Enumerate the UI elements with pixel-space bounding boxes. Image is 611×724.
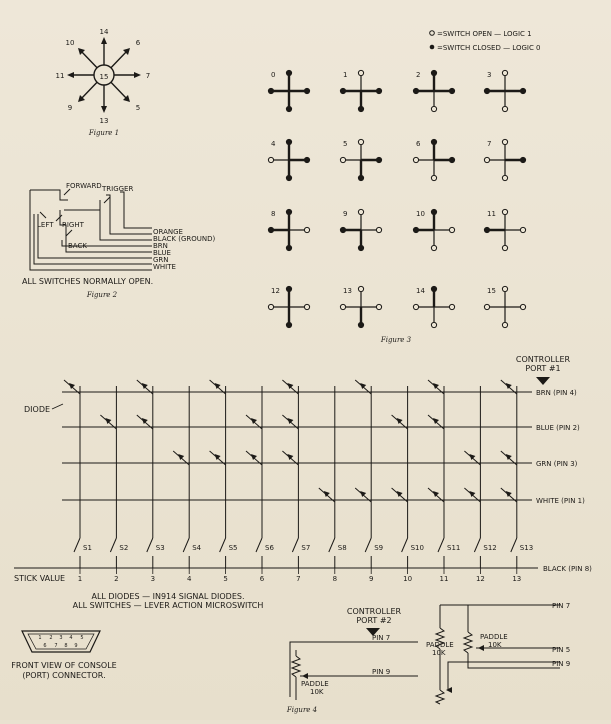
switch-label: S12 <box>483 544 497 552</box>
stick-value: 4 <box>186 575 192 583</box>
open-circle-d <box>502 245 507 250</box>
diode-icon <box>105 418 111 424</box>
switch-label: S13 <box>519 544 534 552</box>
port2-label-1: CONTROLLER <box>346 607 402 616</box>
open-circle-l <box>340 157 345 162</box>
switch-contact <box>438 538 444 552</box>
diode-icon <box>142 383 148 389</box>
open-circle-r <box>304 304 309 309</box>
port1-label-1: CONTROLLER <box>515 355 571 364</box>
open-circle-l <box>413 304 418 309</box>
fig1-label-s: 13 <box>99 117 109 125</box>
open-circle-u <box>358 70 363 75</box>
fig2-left: LEFT <box>37 221 54 229</box>
state-label: 11 <box>487 210 496 218</box>
switch-label: S9 <box>374 544 384 552</box>
fig1-label-n: 14 <box>99 28 109 36</box>
stick-value: 9 <box>368 575 374 583</box>
wire-label: WHITE (PIN 1) <box>536 497 585 505</box>
matrix-column-10 <box>392 386 424 583</box>
closed-dot-d <box>358 245 363 250</box>
connector-pin-6: 6 <box>43 643 47 649</box>
black-line-label: BLACK (PIN 8) <box>543 565 592 573</box>
switch-label: S10 <box>410 544 424 552</box>
fig2-trigger: TRIGGER <box>102 185 134 193</box>
fig1-label-w: 11 <box>55 72 65 80</box>
switch-state-14 <box>413 286 454 327</box>
switch-label: S4 <box>192 544 202 552</box>
connector-label-2: (PORT) CONNECTOR. <box>22 671 106 680</box>
switch-state-6 <box>413 139 454 180</box>
fig2-wire-brn: BRN <box>153 242 168 250</box>
open-circle-l <box>268 157 273 162</box>
diode-icon <box>287 383 293 389</box>
switch-state-1 <box>340 70 381 111</box>
state-label: 4 <box>271 140 276 148</box>
switch-state-13 <box>340 286 381 327</box>
closed-dot-l <box>413 227 418 232</box>
closed-dot-d <box>286 175 291 180</box>
closed-dot-d <box>286 245 291 250</box>
fig2-forward: FORWARD <box>66 182 102 190</box>
switch-contact <box>329 538 335 552</box>
switch-label: S6 <box>265 544 274 552</box>
diode-label: DIODE <box>24 405 51 414</box>
stick-value-label: STICK VALUE <box>14 574 66 583</box>
closed-dot-l <box>340 88 345 93</box>
diode-icon <box>506 491 512 497</box>
paddle1-pin9: PIN 9 <box>372 668 391 676</box>
diode-icon <box>142 418 148 424</box>
switch-contact <box>183 538 189 552</box>
matrix-column-6 <box>246 386 274 583</box>
figure-2 <box>30 189 152 270</box>
open-circle-u <box>502 139 507 144</box>
matrix-column-3 <box>137 380 165 583</box>
open-circle-u <box>502 209 507 214</box>
matrix-column-4 <box>173 386 201 583</box>
wire-label: BLUE (PIN 2) <box>536 424 580 432</box>
stick-value: 7 <box>296 575 301 583</box>
closed-dot-u <box>431 70 436 75</box>
switch-label: S5 <box>228 544 238 552</box>
state-label: 14 <box>416 287 425 295</box>
fig3-caption: Figure 3 <box>380 336 412 344</box>
switch-state-15 <box>484 286 525 327</box>
closed-dot-l <box>268 227 273 232</box>
paddle2-a-value: 10K <box>432 649 446 657</box>
open-circle-u <box>358 139 363 144</box>
stick-value: 12 <box>475 575 485 583</box>
legend-closed: =SWITCH CLOSED — LOGIC 0 <box>437 44 541 52</box>
closed-dot-d <box>358 322 363 327</box>
diode-icon <box>287 418 293 424</box>
closed-dot-l <box>340 227 345 232</box>
diode-icon <box>397 491 403 497</box>
fig2-wire-orange: ORANGE <box>153 228 183 236</box>
matrix-column-9 <box>355 380 383 583</box>
open-circle-l <box>484 304 489 309</box>
connector-label-1: FRONT VIEW OF CONSOLE <box>11 661 117 670</box>
open-circle-u <box>502 70 507 75</box>
switch-state-4 <box>268 139 309 180</box>
closed-dot-l <box>484 227 489 232</box>
switch-contact <box>402 538 408 552</box>
switch-contact <box>147 538 153 552</box>
state-label: 10 <box>416 210 425 218</box>
state-label: 3 <box>487 71 492 79</box>
fig4-caption: Figure 4 <box>286 706 318 714</box>
diode-icon <box>469 454 475 460</box>
connector-pin-4: 4 <box>69 635 73 641</box>
diode-icon <box>324 491 330 497</box>
open-circle-d <box>431 106 436 111</box>
closed-dot-r <box>376 157 381 162</box>
paddle2-b-value: 10K <box>488 641 502 649</box>
stick-value: 3 <box>150 575 156 583</box>
closed-dot-u <box>286 209 291 214</box>
fig2-wire-white: WHITE <box>153 263 176 271</box>
switch-state-8 <box>268 209 309 250</box>
fig2-wire-blue: BLUE <box>153 249 171 257</box>
matrix-column-13 <box>501 380 533 583</box>
open-circle-r <box>376 227 381 232</box>
connector-pin-5: 5 <box>80 635 84 641</box>
connector-pin-1: 1 <box>38 635 42 641</box>
open-circle-d <box>502 322 507 327</box>
diode-icon <box>469 491 475 497</box>
switch-label: S2 <box>119 544 129 552</box>
diode-icon <box>433 418 439 424</box>
closed-dot-r <box>376 88 381 93</box>
state-label: 13 <box>343 287 352 295</box>
fig2-note: ALL SWITCHES NORMALLY OPEN. <box>22 277 154 286</box>
figure-3-grid <box>268 70 525 327</box>
switch-contact <box>474 538 480 552</box>
switch-contact <box>74 538 80 552</box>
closed-dot-r <box>304 157 309 162</box>
closed-dot-d <box>286 106 291 111</box>
closed-dot-r <box>520 157 525 162</box>
switch-contact <box>292 538 298 552</box>
paddle1-label: PADDLE <box>301 680 329 688</box>
matrix-column-2 <box>100 386 128 583</box>
connector-pin-2: 2 <box>49 635 53 641</box>
stick-value: 6 <box>259 575 265 583</box>
diode-icon <box>506 383 512 389</box>
open-circle-l <box>340 304 345 309</box>
state-label: 0 <box>271 71 276 79</box>
switch-state-11 <box>484 209 525 250</box>
open-circle-d <box>431 175 436 180</box>
closed-dot-u <box>286 139 291 144</box>
paddle2-circuit <box>436 605 560 704</box>
open-circle-r <box>520 304 525 309</box>
closed-dot-l <box>413 88 418 93</box>
legend-closed-dot <box>430 45 435 50</box>
switch-state-7 <box>484 139 525 180</box>
switch-contact <box>256 538 262 552</box>
fig2-right: RIGHT <box>62 221 84 229</box>
state-label: 9 <box>343 210 348 218</box>
open-circle-l <box>268 304 273 309</box>
closed-dot-u <box>431 286 436 291</box>
closed-dot-r <box>449 157 454 162</box>
connector-pin-8: 8 <box>64 643 68 649</box>
closed-dot-u <box>431 139 436 144</box>
fig1-caption: Figure 1 <box>88 129 120 137</box>
stick-value: 10 <box>403 575 413 583</box>
state-label: 2 <box>416 71 421 79</box>
closed-dot-l <box>268 88 273 93</box>
diode-pointer <box>52 404 63 409</box>
port2-label-2: PORT #2 <box>356 616 392 625</box>
fig2-back: BACK <box>68 242 87 250</box>
open-circle-r <box>520 227 525 232</box>
diode-icon <box>215 383 221 389</box>
diode-icon <box>360 383 366 389</box>
closed-dot-r <box>449 88 454 93</box>
connector-pin-9: 9 <box>74 643 78 649</box>
paddle2-pin9: PIN 9 <box>552 660 571 668</box>
port1-label-2: PORT #1 <box>525 364 561 373</box>
connector-pin-3: 3 <box>59 635 63 641</box>
diode-icon <box>69 383 75 389</box>
matrix-column-8 <box>319 386 347 583</box>
connector-pin-7: 7 <box>54 643 58 649</box>
port1-arrow-icon <box>536 377 550 385</box>
fig1-label-sw: 9 <box>67 104 73 112</box>
open-circle-r <box>376 304 381 309</box>
open-circle-l <box>484 157 489 162</box>
closed-dot-r <box>304 88 309 93</box>
paddle2-pin7: PIN 7 <box>552 602 571 610</box>
switch-label: S7 <box>301 544 311 552</box>
matrix-note-2: ALL SWITCHES — LEVER ACTION MICROSWITCH <box>72 601 264 610</box>
matrix-note-1: ALL DIODES — IN914 SIGNAL DIODES. <box>91 592 245 601</box>
fig1-label-se: 5 <box>135 104 141 112</box>
switch-contact <box>365 538 371 552</box>
matrix-column-12 <box>464 386 496 583</box>
switch-contact <box>220 538 226 552</box>
matrix-column-5 <box>210 380 238 583</box>
switch-label: S8 <box>337 544 347 552</box>
fig2-wire-black: BLACK (GROUND) <box>153 235 216 243</box>
open-circle-d <box>431 245 436 250</box>
legend-open-circle <box>430 31 435 36</box>
diode-icon <box>287 454 293 460</box>
switch-state-12 <box>268 286 309 327</box>
fig1-center: 15 <box>99 73 109 81</box>
stick-value: 1 <box>77 575 83 583</box>
switch-label: S3 <box>155 544 165 552</box>
diode-icon <box>178 454 184 460</box>
open-circle-d <box>502 106 507 111</box>
fig1-label-ne: 6 <box>135 39 141 47</box>
fig1-label-e: 7 <box>145 72 151 80</box>
stick-value: 2 <box>114 575 119 583</box>
diode-icon <box>506 454 512 460</box>
closed-dot-d <box>358 106 363 111</box>
closed-dot-u <box>431 209 436 214</box>
open-circle-u <box>358 286 363 291</box>
diode-icon <box>215 454 221 460</box>
state-label: 7 <box>487 140 492 148</box>
switch-state-9 <box>340 209 381 250</box>
fig2-caption: Figure 2 <box>86 291 118 299</box>
open-circle-d <box>431 322 436 327</box>
stick-value: 11 <box>439 575 449 583</box>
wire-label: BRN (PIN 4) <box>536 389 577 397</box>
paddle2-a-label: PADDLE <box>426 641 454 649</box>
stick-value: 8 <box>332 575 338 583</box>
paddle1-pin7: PIN 7 <box>372 634 391 642</box>
fig1-label-nw: 10 <box>65 39 75 47</box>
state-label: 6 <box>416 140 421 148</box>
switch-label: S1 <box>83 544 92 552</box>
state-label: 5 <box>343 140 348 148</box>
open-circle-l <box>413 157 418 162</box>
switch-state-3 <box>484 70 525 111</box>
open-circle-r <box>449 304 454 309</box>
switch-state-0 <box>268 70 309 111</box>
diode-matrix <box>14 380 585 583</box>
diode-icon <box>360 491 366 497</box>
paddle1-value: 10K <box>310 688 324 696</box>
closed-dot-u <box>286 70 291 75</box>
state-label: 15 <box>487 287 496 295</box>
switch-state-2 <box>413 70 454 111</box>
open-circle-u <box>502 286 507 291</box>
closed-dot-r <box>520 88 525 93</box>
stick-value: 13 <box>512 575 522 583</box>
matrix-column-11 <box>428 380 460 583</box>
diode-icon <box>251 454 257 460</box>
wire-label: GRN (PIN 3) <box>536 460 578 468</box>
legend-open: =SWITCH OPEN — LOGIC 1 <box>437 30 532 38</box>
closed-dot-d <box>286 322 291 327</box>
closed-dot-u <box>286 286 291 291</box>
paddle2-b-label: PADDLE <box>480 633 508 641</box>
open-circle-r <box>304 227 309 232</box>
open-circle-d <box>502 175 507 180</box>
fig2-wire-grn: GRN <box>153 256 169 264</box>
stick-value: 5 <box>223 575 228 583</box>
matrix-column-7 <box>282 380 310 583</box>
open-circle-r <box>449 227 454 232</box>
diode-icon <box>433 383 439 389</box>
switch-state-5 <box>340 139 381 180</box>
switch-contact <box>511 538 517 552</box>
state-label: 12 <box>271 287 280 295</box>
switch-contact <box>110 538 116 552</box>
diode-icon <box>397 418 403 424</box>
state-label: 8 <box>271 210 276 218</box>
diode-icon <box>251 418 257 424</box>
matrix-column-1 <box>64 380 92 583</box>
paddle2-pin5: PIN 5 <box>552 646 571 654</box>
switch-state-10 <box>413 209 454 250</box>
switch-label: S11 <box>447 544 461 552</box>
open-circle-u <box>358 209 363 214</box>
closed-dot-l <box>484 88 489 93</box>
state-label: 1 <box>343 71 348 79</box>
diode-icon <box>433 491 439 497</box>
closed-dot-d <box>358 175 363 180</box>
